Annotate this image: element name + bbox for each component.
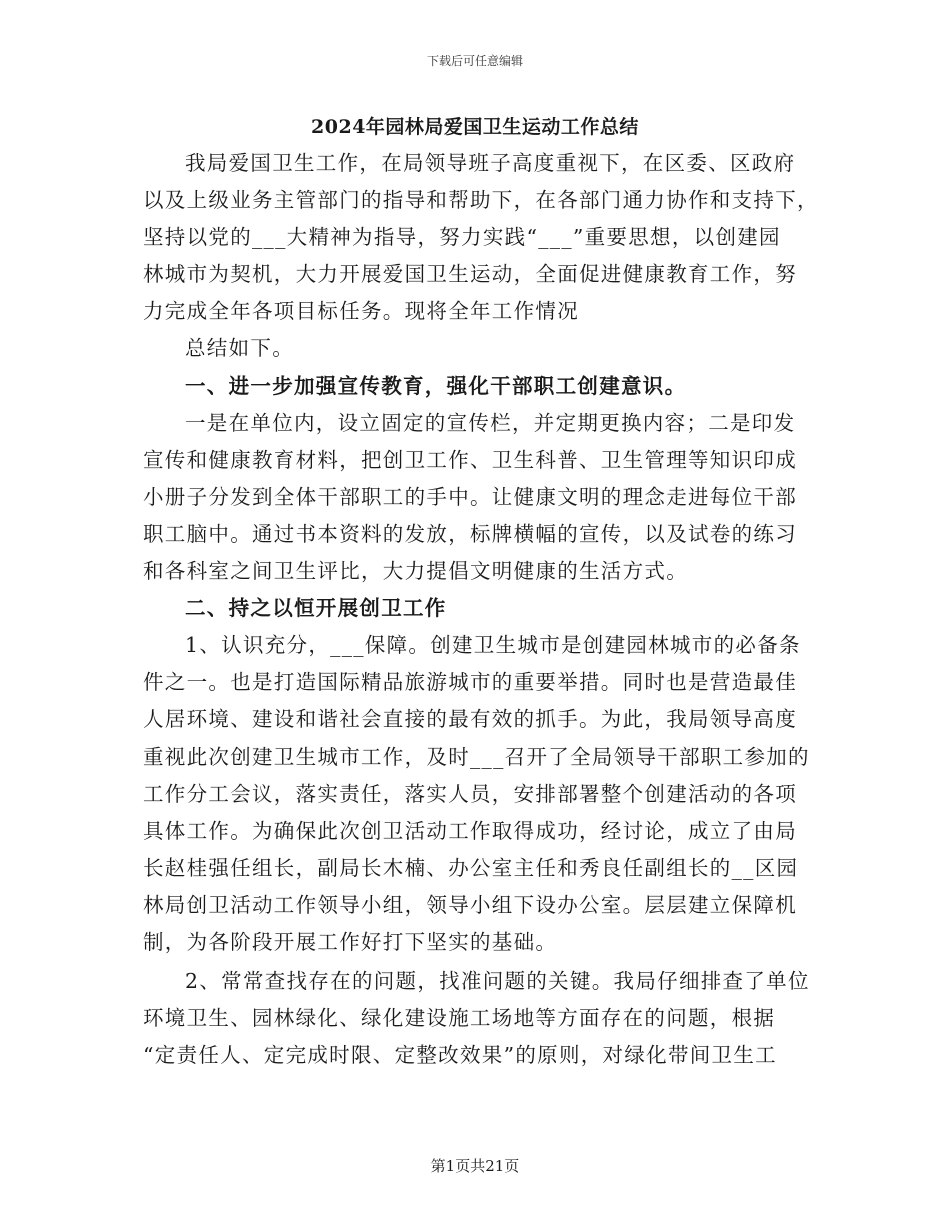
paragraph-line: 一是在单位内，设立固定的宣传栏，并定期更换内容；二是印发	[185, 410, 796, 435]
paragraph-line: 以及上级业务主管部门的指导和帮助下，在各部门通力协作和支持下，	[143, 188, 819, 213]
paragraph-line: 2、常常查找存在的问题，找准问题的关键。我局仔细排查了单位	[185, 969, 810, 994]
paragraph-line: 职工脑中。通过书本资料的发放，标牌横幅的宣传，以及试卷的练习	[143, 521, 797, 546]
paragraph-line: 力完成全年各项目标任务。现将全年工作情况	[143, 299, 579, 324]
document-body	[143, 145, 819, 1074]
header-note: 下载后可任意编辑	[426, 54, 523, 68]
section-heading: 二、持之以恒开展创卫工作	[185, 596, 447, 621]
paragraph-line: 重视此次创建卫生城市工作，及时___召开了全局领导干部职工参加的	[143, 744, 810, 769]
paragraph-line: 坚持以党的___大精神为指导，努力实践“___”重要思想，以创建园	[143, 225, 781, 250]
document-title: 2024年园林局爱国卫生运动工作总结	[311, 116, 639, 138]
paragraph-line: 我局爱国卫生工作，在局领导班子高度重视下，在区委、区政府	[185, 151, 796, 175]
paragraph-line: 宣传和健康教育材料，把创卫工作、卫生科普、卫生管理等知识印成	[143, 447, 797, 472]
paragraph-line: 和各科室之间卫生评比，大力提倡文明健康的生活方式。	[143, 559, 688, 584]
paragraph-line: 环境卫生、园林绿化、绿化建设施工场地等方面存在的问题，根据	[143, 1006, 776, 1031]
paragraph-line: 1、认识充分，___保障。创建卫生城市是创建园林城市的必备条	[185, 633, 801, 658]
paragraph-line: 总结如下。	[185, 336, 294, 361]
paragraph-line: 人居环境、建设和谐社会直接的最有效的抓手。为此，我局领导高度	[143, 707, 797, 732]
paragraph-line: “定责任人、定完成时限、定整改效果”的原则，对绿化带间卫生工	[143, 1043, 777, 1068]
paragraph-line: 具体工作。为确保此次创卫活动工作取得成功，经讨论，成立了由局	[143, 818, 797, 843]
page-number: 第1页共21页	[430, 1157, 520, 1175]
paragraph-line: 林城市为契机，大力开展爱国卫生运动，全面促进健康教育工作，努	[143, 262, 797, 287]
paragraph-line: 工作分工会议，落实责任，落实人员，安排部署整个创建活动的各项	[143, 781, 797, 806]
section-heading: 一、进一步加强宣传教育，强化干部职工创建意识。	[185, 373, 687, 398]
paragraph-line: 小册子分发到全体干部职工的手中。让健康文明的理念走进每位干部	[143, 484, 797, 509]
paragraph-line: 制，为各阶段开展工作好打下坚实的基础。	[143, 929, 558, 954]
paragraph-line: 件之一。也是打造国际精品旅游城市的重要举措。同时也是营造最佳	[143, 670, 797, 695]
paragraph-line: 长赵桂强任组长，副局长木楠、办公室主任和秀良任副组长的__区园	[143, 855, 799, 880]
paragraph-line: 林局创卫活动工作领导小组，领导小组下设办公室。层层建立保障机	[143, 892, 797, 917]
